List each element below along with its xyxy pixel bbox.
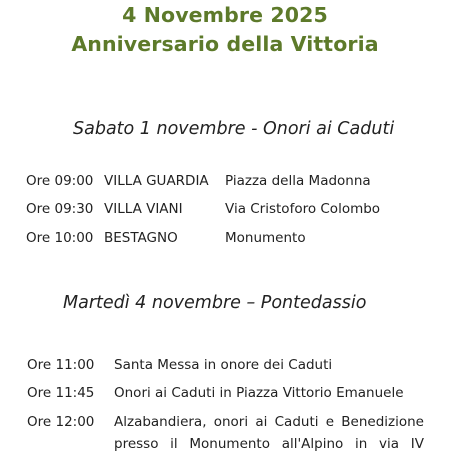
row-address: Monumento	[225, 230, 306, 246]
row-place: VILLA VIANI	[104, 201, 183, 217]
schedule-row	[0, 229, 450, 247]
section-heading-tuesday: Martedì 4 novembre – Pontedassio	[63, 293, 367, 313]
schedule-row	[0, 200, 450, 218]
row-time: Ore 09:30	[26, 201, 94, 217]
row-address: Via Cristoforo Colombo	[225, 201, 381, 217]
schedule-row-continuation	[0, 435, 450, 453]
schedule-row	[0, 413, 450, 431]
page-subtitle: Anniversario della Vittoria	[71, 32, 379, 56]
row-address: Piazza della Madonna	[225, 173, 371, 189]
row-time: Ore 09:00	[26, 173, 94, 189]
row-time: Ore 12:00	[27, 414, 95, 430]
row-place: BESTAGNO	[104, 230, 178, 246]
row-description: Alzabandiera, onori ai Caduti e Benedizione	[114, 414, 424, 430]
row-time: Ore 10:00	[26, 230, 94, 246]
row-time: Ore 11:45	[27, 385, 95, 401]
row-time: Ore 11:00	[27, 357, 95, 373]
schedule-row	[0, 384, 450, 402]
row-description-continuation: presso il Monumento all'Alpino in via IV	[114, 436, 424, 452]
schedule-row	[0, 356, 450, 374]
page-title: 4 Novembre 2025	[122, 3, 328, 27]
row-place: VILLA GUARDIA	[104, 173, 209, 189]
row-description: Santa Messa in onore dei Caduti	[114, 357, 333, 373]
schedule-row	[0, 172, 450, 190]
row-description: Onori ai Caduti in Piazza Vittorio Emanuele	[114, 385, 404, 401]
section-heading-saturday: Sabato 1 novembre - Onori ai Caduti	[73, 119, 395, 139]
